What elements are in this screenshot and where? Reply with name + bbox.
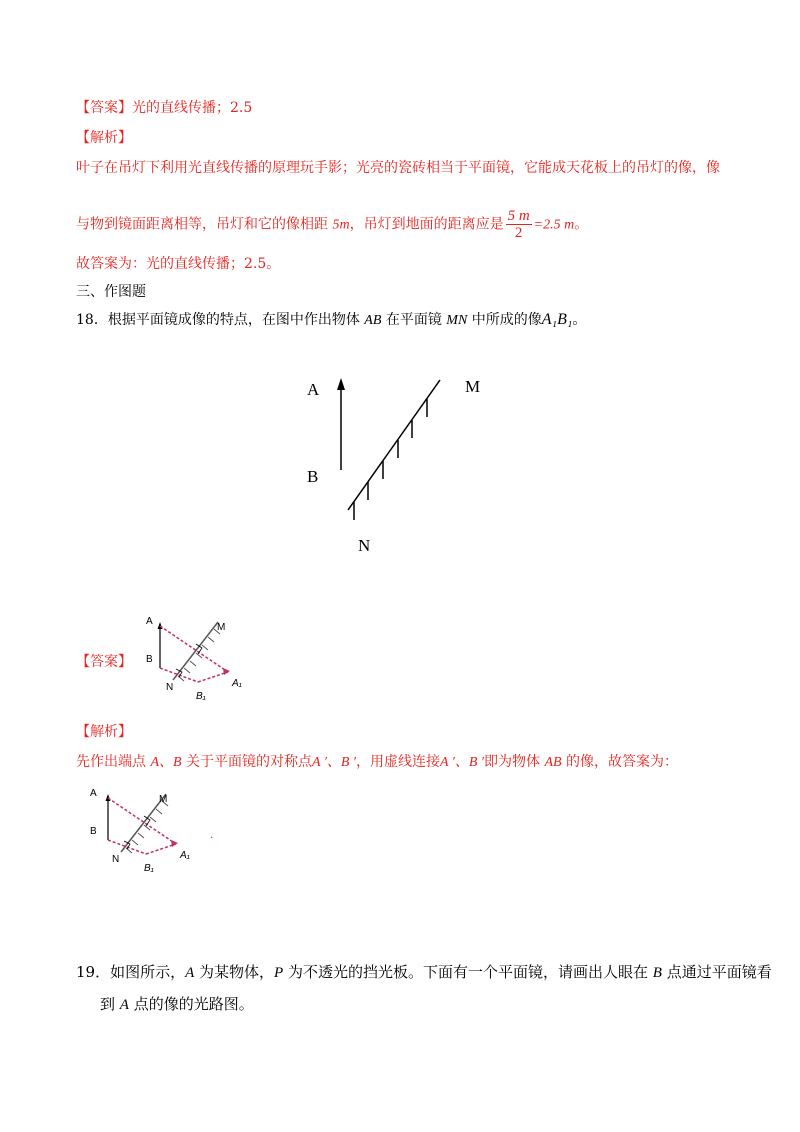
- analysis-18: [76, 752, 678, 773]
- small2-label-b: B: [90, 826, 97, 837]
- answer-figure: [140, 610, 260, 705]
- fraction-result: =2.5 m: [533, 217, 575, 233]
- analysis-end: 。: [574, 216, 589, 233]
- q19-mid: 为某物体，: [194, 963, 275, 981]
- a18-mid3: 即为物体: [483, 754, 545, 770]
- q18-end: 。: [572, 312, 587, 328]
- q18-text-post: 中所成的像: [467, 312, 542, 328]
- question-19-line-1: [76, 962, 772, 983]
- dashed-construction-lines: [160, 626, 230, 682]
- fraction-numerator: 5 m: [507, 208, 530, 224]
- analysis-line-2-pre: 与物到镜面距离相等，吊灯和它的像相距: [76, 216, 333, 233]
- q18-text-pre: 18．根据平面镜成像的特点，在图中作出物体: [76, 312, 365, 328]
- conclusion-17: 故答案为：光的直线传播；2.5。: [76, 256, 281, 272]
- a18-pre: 先作出端点: [76, 754, 151, 770]
- q19-a: A: [185, 965, 195, 981]
- small-label-b1: B₁: [196, 691, 206, 702]
- a18-ap: A ′、B ′: [312, 755, 356, 770]
- small-object-arrow: [158, 622, 163, 668]
- a18-end: 的像，故答案为：: [561, 754, 678, 770]
- q18-ab: AB: [364, 313, 382, 328]
- dashed-construction-lines-2: [108, 798, 178, 854]
- q19-mid2: 为不透光的挡光板。下面有一个平面镜，请画出人眼在: [283, 963, 653, 981]
- label-b: B: [307, 467, 319, 486]
- q19-post: 点通过平面镜看: [661, 963, 772, 981]
- answer-line-17: [76, 98, 252, 118]
- q18-a1b1: A₁B₁: [541, 311, 573, 328]
- label-a: A: [307, 380, 320, 399]
- q19-l2-post: 点的像的光路图。: [128, 995, 254, 1013]
- analysis-tag-18: 【解析】: [76, 724, 132, 740]
- fraction-denominator: 2: [514, 225, 523, 241]
- small-label-a: A: [146, 616, 153, 627]
- analysis-figure: [76, 780, 216, 880]
- q19-a2: A: [119, 997, 129, 1013]
- section-title: 三、作图题: [76, 284, 146, 300]
- a18-ab2: AB: [544, 755, 562, 770]
- analysis-line-2: [76, 208, 588, 241]
- small2-label-n: N: [112, 854, 120, 865]
- small-label-a1: A₁: [232, 678, 242, 689]
- question-18: [76, 310, 586, 331]
- fraction: [506, 208, 532, 241]
- a18-mid: 关于平面镜的对称点: [181, 754, 313, 770]
- answer-text: 光的直线传播；2.5: [132, 100, 253, 116]
- trailing-dot: .: [210, 830, 214, 841]
- analysis-line-2-mid: ，吊灯到地面的距离应是: [349, 216, 504, 233]
- small2-label-a: A: [90, 788, 97, 799]
- small2-label-b1: B₁: [144, 863, 154, 874]
- q18-mn: MN: [446, 313, 468, 328]
- object-arrow: [337, 378, 345, 470]
- label-m: M: [465, 377, 481, 396]
- q19-p: P: [274, 965, 284, 981]
- small2-label-a1: A₁: [180, 850, 190, 861]
- analysis-line-1: 叶子在吊灯下利用光直线传播的原理玩手影；光亮的瓷砖相当于平面镜，它能成天花板上的吊灯的像，像: [76, 160, 720, 176]
- q19-b: B: [652, 965, 662, 981]
- q19-l2-pre: 到: [100, 995, 120, 1013]
- small-label-m: M: [217, 622, 226, 633]
- answer-tag: 【答案】: [76, 100, 132, 116]
- q19-pre: 19．如图所示，: [76, 963, 186, 981]
- distance-5m: 5m: [332, 217, 350, 233]
- small-label-n: N: [166, 682, 174, 693]
- q18-text-mid: 在平面镜: [381, 312, 447, 328]
- a18-ab: A、B: [150, 755, 182, 770]
- question-19-line-2: [100, 994, 254, 1015]
- small-mirror: [173, 622, 220, 681]
- a18-mid2: ，用虚线连接: [356, 754, 440, 770]
- small2-label-m: M: [159, 794, 168, 805]
- mirror-figure: [290, 360, 510, 560]
- analysis-tag-17: 【解析】: [76, 130, 132, 146]
- small-label-b: B: [146, 654, 153, 665]
- answer-tag-18: 【答案】: [76, 654, 132, 670]
- small-object-arrow-2: [106, 794, 111, 840]
- label-n: N: [358, 536, 371, 555]
- mirror-mn: [348, 380, 440, 520]
- a18-apbp: A ′、B ′: [440, 755, 484, 770]
